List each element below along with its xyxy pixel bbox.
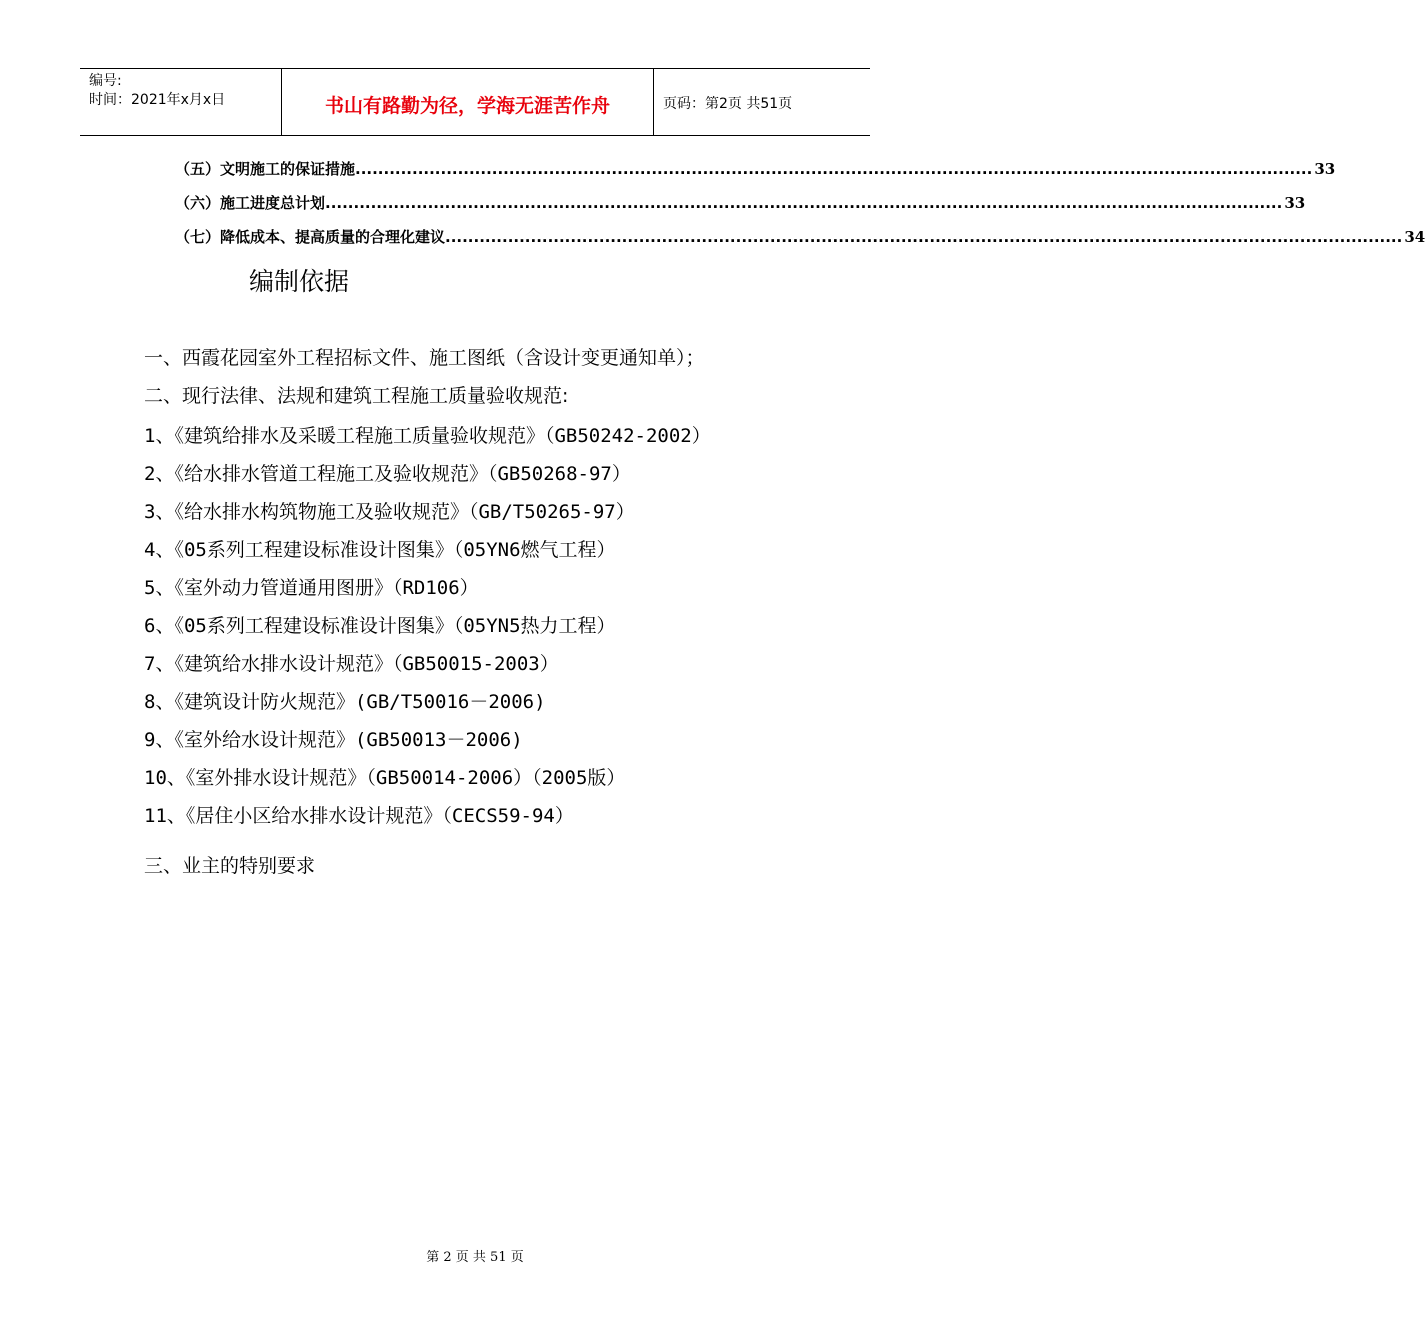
basis-item: 二、现行法律、法规和建筑工程施工质量验收规范: — [144, 385, 569, 407]
page-footer: 第 2 页 共 51 页 — [426, 1250, 524, 1265]
standard-item: 1、《建筑给排水及采暖工程施工质量验收规范》（GB50242-2002） — [144, 425, 711, 447]
toc-entry-title: （七）降低成本、提高质量的合理化建议 — [175, 228, 446, 246]
toc-entry-page: 34 — [1404, 228, 1425, 246]
toc-leader-dots: ........................................................................................................................................................................ — [355, 160, 1313, 178]
standard-item: 2、《给水排水管道工程施工及验收规范》（GB50268-97） — [144, 463, 631, 485]
toc-leader-dots: ........................................................................................................................................................................ — [445, 228, 1403, 246]
basis-item: 三、业主的特别要求 — [144, 855, 316, 877]
basis-item: 一、西霞花园室外工程招标文件、施工图纸（含设计变更通知单）； — [144, 347, 705, 369]
standard-item: 7、《建筑给水排水设计规范》（GB50015-2003） — [144, 653, 559, 675]
standard-item: 9、《室外给水设计规范》(GB50013－2006) — [144, 729, 523, 751]
standard-item: 3、《给水排水构筑物施工及验收规范》（GB/T50265-97） — [144, 501, 635, 523]
standard-item: 8、《建筑设计防火规范》(GB/T50016－2006) — [144, 691, 546, 713]
toc-entry-page: 33 — [1284, 194, 1306, 212]
standard-item: 10、《室外排水设计规范》（GB50014-2006）（2005版） — [144, 767, 626, 789]
toc-entry[interactable] — [175, 226, 1425, 260]
toc-leader-dots: ........................................................................................................................................................................ — [325, 194, 1283, 212]
standard-item: 11、《居住小区给水排水设计规范》（CECS59-94） — [144, 805, 574, 827]
header-motto: 书山有路勤为径，学海无涯苦作舟 — [282, 69, 654, 135]
toc-entry[interactable] — [175, 158, 1336, 192]
page-header — [80, 68, 870, 136]
standard-item: 4、《05系列工程建设标准设计图集》（05YN6燃气工程） — [144, 539, 616, 561]
toc-entry[interactable] — [175, 192, 1306, 226]
standard-item: 5、《室外动力管道通用图册》（RD106） — [144, 577, 479, 599]
standard-item: 6、《05系列工程建设标准设计图集》（05YN5热力工程） — [144, 615, 616, 637]
section-title: 编制依据 — [249, 267, 350, 296]
code-label: 编号: — [89, 73, 122, 89]
toc-entry-title: （五）文明施工的保证措施 — [175, 160, 356, 178]
toc-entry-page: 33 — [1314, 160, 1336, 178]
header-page-info: 页码：第2页 共51页 — [663, 96, 793, 112]
date-line: 时间：2021年x月x日 — [89, 92, 226, 108]
table-of-contents — [175, 158, 1425, 260]
header-meta — [80, 69, 282, 135]
toc-entry-title: （六）施工进度总计划 — [175, 194, 326, 212]
